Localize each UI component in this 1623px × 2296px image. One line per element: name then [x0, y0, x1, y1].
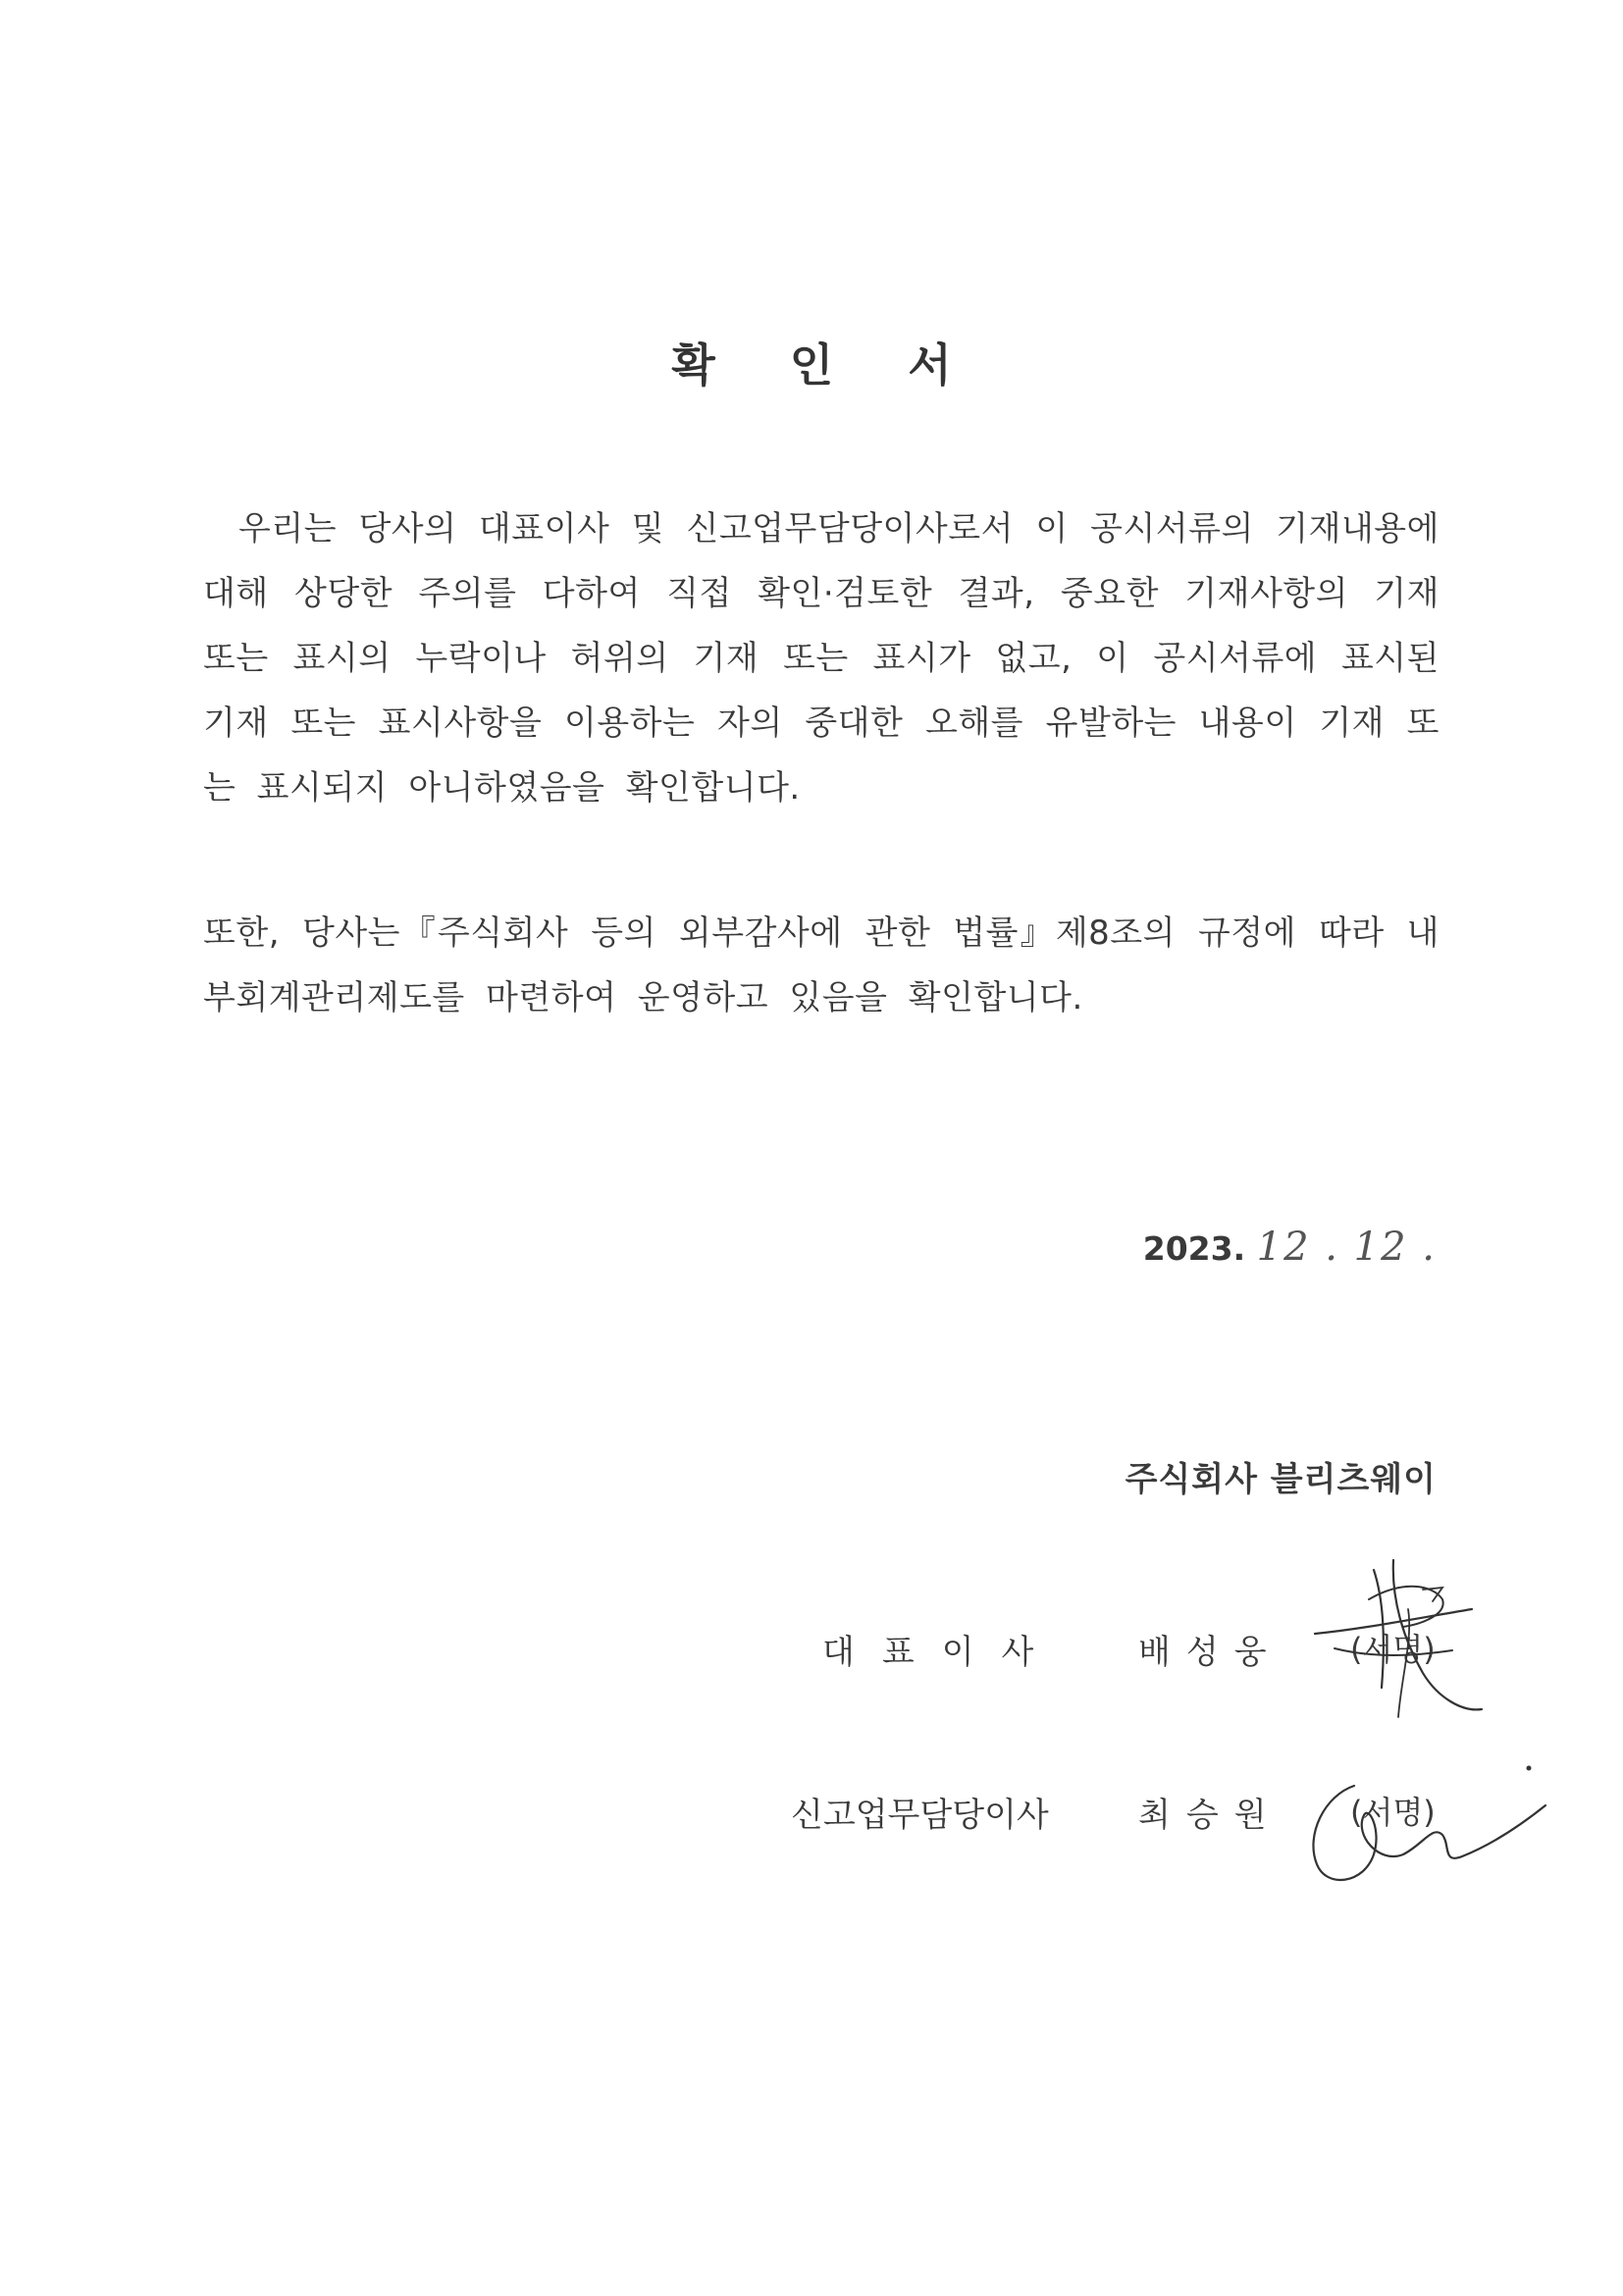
- signature-label: (서명): [1350, 1631, 1436, 1668]
- date-handwritten: 12 . 12 .: [1256, 1225, 1437, 1270]
- signer-role: 신고업무담당이사: [791, 1796, 1049, 1835]
- document-title: 확 인 서: [671, 339, 981, 391]
- internal-control-paragraph: 또한, 당사는『주식회사 등의 외부감사에 관한 법률』제8조의 규정에 따라 내부회계관리제도를 마련하여 운영하고 있음을 확인합니다.: [203, 913, 1440, 1018]
- company-name: 주식회사 블리츠웨이: [1125, 1460, 1437, 1499]
- signer-name: 배성웅: [1138, 1633, 1283, 1672]
- signer-role: 대표이사: [822, 1633, 1062, 1672]
- confirmation-paragraph: 우리는 당사의 대표이사 및 신고업무담당이사로서 이 공시서류의 기재내용에 대해 상당한 주의를 다하여 직접 확인·검토한 결과, 중요한 기재사항의 기재 또는 표시의 누락이나 허위의 기재 또는 표시가 없고, 이 공시서류에 표시된 기재 또는 표시사항을 이용하는 자의 중대한 오해를 유발하는 내용이 기재 또는 표시되지 아니하였음을 확인합니다.: [203, 509, 1440, 808]
- date-printed: 2023.: [1142, 1229, 1246, 1268]
- document-date: [1143, 1225, 1437, 1270]
- signature-label: (서명): [1350, 1794, 1436, 1831]
- signer-name: 최승원: [1138, 1796, 1283, 1835]
